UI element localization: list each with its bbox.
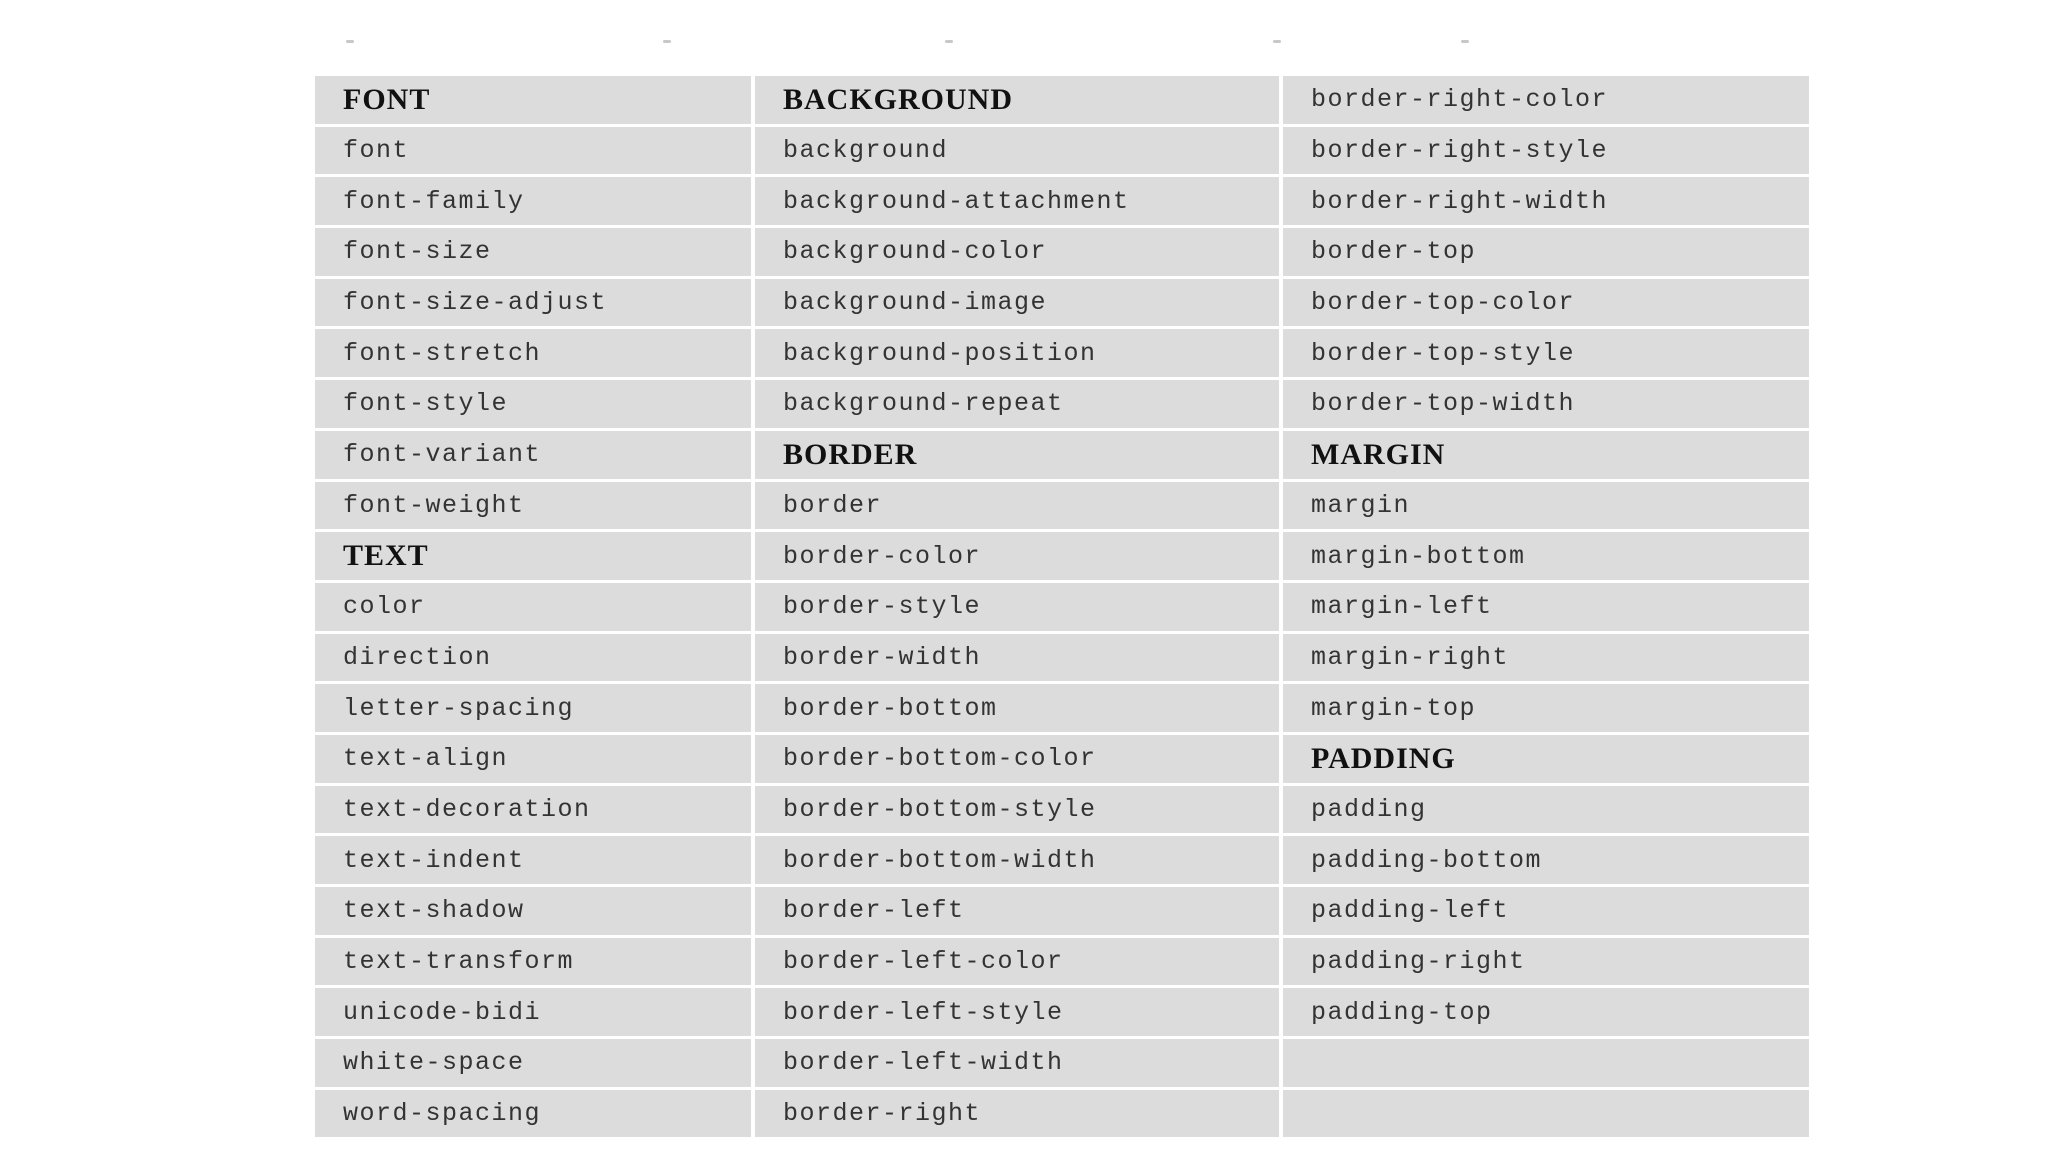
property-cell: text-transform xyxy=(315,938,751,989)
property-cell: margin-bottom xyxy=(1283,532,1809,583)
property-cell: font-size-adjust xyxy=(315,279,751,330)
property-cell: font-style xyxy=(315,380,751,431)
property-cell: font-size xyxy=(315,228,751,279)
scan-speck xyxy=(346,40,354,43)
scan-speck xyxy=(663,40,671,43)
scan-speck xyxy=(945,40,953,43)
css-properties-table xyxy=(315,76,1809,1140)
property-cell: padding-top xyxy=(1283,988,1809,1039)
property-cell: border-right-style xyxy=(1283,127,1809,178)
empty-cell xyxy=(1283,1039,1809,1090)
property-cell: padding-bottom xyxy=(1283,836,1809,887)
property-cell: border xyxy=(755,482,1279,533)
property-cell: background-color xyxy=(755,228,1279,279)
property-cell: border-left-color xyxy=(755,938,1279,989)
property-cell: margin xyxy=(1283,482,1809,533)
property-cell: font-stretch xyxy=(315,329,751,380)
property-cell: border-bottom-color xyxy=(755,735,1279,786)
property-cell: border-left-style xyxy=(755,988,1279,1039)
property-cell: border-left xyxy=(755,887,1279,938)
property-cell: border-bottom-width xyxy=(755,836,1279,887)
property-cell: text-decoration xyxy=(315,786,751,837)
property-cell: border-style xyxy=(755,583,1279,634)
property-cell: text-align xyxy=(315,735,751,786)
property-cell: font-variant xyxy=(315,431,751,482)
empty-cell xyxy=(1283,1090,1809,1141)
property-cell: border-left-width xyxy=(755,1039,1279,1090)
category-heading: TEXT xyxy=(315,532,751,583)
category-heading: MARGIN xyxy=(1283,431,1809,482)
property-cell: text-indent xyxy=(315,836,751,887)
scan-artifacts xyxy=(0,40,2048,46)
property-cell: border-width xyxy=(755,634,1279,685)
property-cell: border-top xyxy=(1283,228,1809,279)
property-cell: word-spacing xyxy=(315,1090,751,1141)
category-heading: BORDER xyxy=(755,431,1279,482)
property-cell: background-position xyxy=(755,329,1279,380)
property-cell: direction xyxy=(315,634,751,685)
property-cell: padding-right xyxy=(1283,938,1809,989)
property-cell: background-attachment xyxy=(755,177,1279,228)
category-heading: PADDING xyxy=(1283,735,1809,786)
category-heading: FONT xyxy=(315,76,751,127)
property-cell: margin-right xyxy=(1283,634,1809,685)
property-cell: font xyxy=(315,127,751,178)
property-cell: background xyxy=(755,127,1279,178)
property-cell: text-shadow xyxy=(315,887,751,938)
property-cell: border-color xyxy=(755,532,1279,583)
property-cell: border-top-style xyxy=(1283,329,1809,380)
property-cell: letter-spacing xyxy=(315,684,751,735)
property-cell: color xyxy=(315,583,751,634)
property-cell: padding-left xyxy=(1283,887,1809,938)
property-cell: border-right-color xyxy=(1283,76,1809,127)
property-cell: padding xyxy=(1283,786,1809,837)
property-cell: unicode-bidi xyxy=(315,988,751,1039)
property-cell: border-top-width xyxy=(1283,380,1809,431)
property-cell: background-repeat xyxy=(755,380,1279,431)
property-cell: font-weight xyxy=(315,482,751,533)
property-cell: font-family xyxy=(315,177,751,228)
property-cell: border-bottom xyxy=(755,684,1279,735)
property-cell: background-image xyxy=(755,279,1279,330)
property-cell: white-space xyxy=(315,1039,751,1090)
scan-speck xyxy=(1273,40,1281,43)
category-heading: BACKGROUND xyxy=(755,76,1279,127)
property-cell: border-bottom-style xyxy=(755,786,1279,837)
property-cell: margin-left xyxy=(1283,583,1809,634)
property-cell: border-right-width xyxy=(1283,177,1809,228)
property-cell: border-top-color xyxy=(1283,279,1809,330)
scan-speck xyxy=(1461,40,1469,43)
property-cell: margin-top xyxy=(1283,684,1809,735)
property-cell: border-right xyxy=(755,1090,1279,1141)
